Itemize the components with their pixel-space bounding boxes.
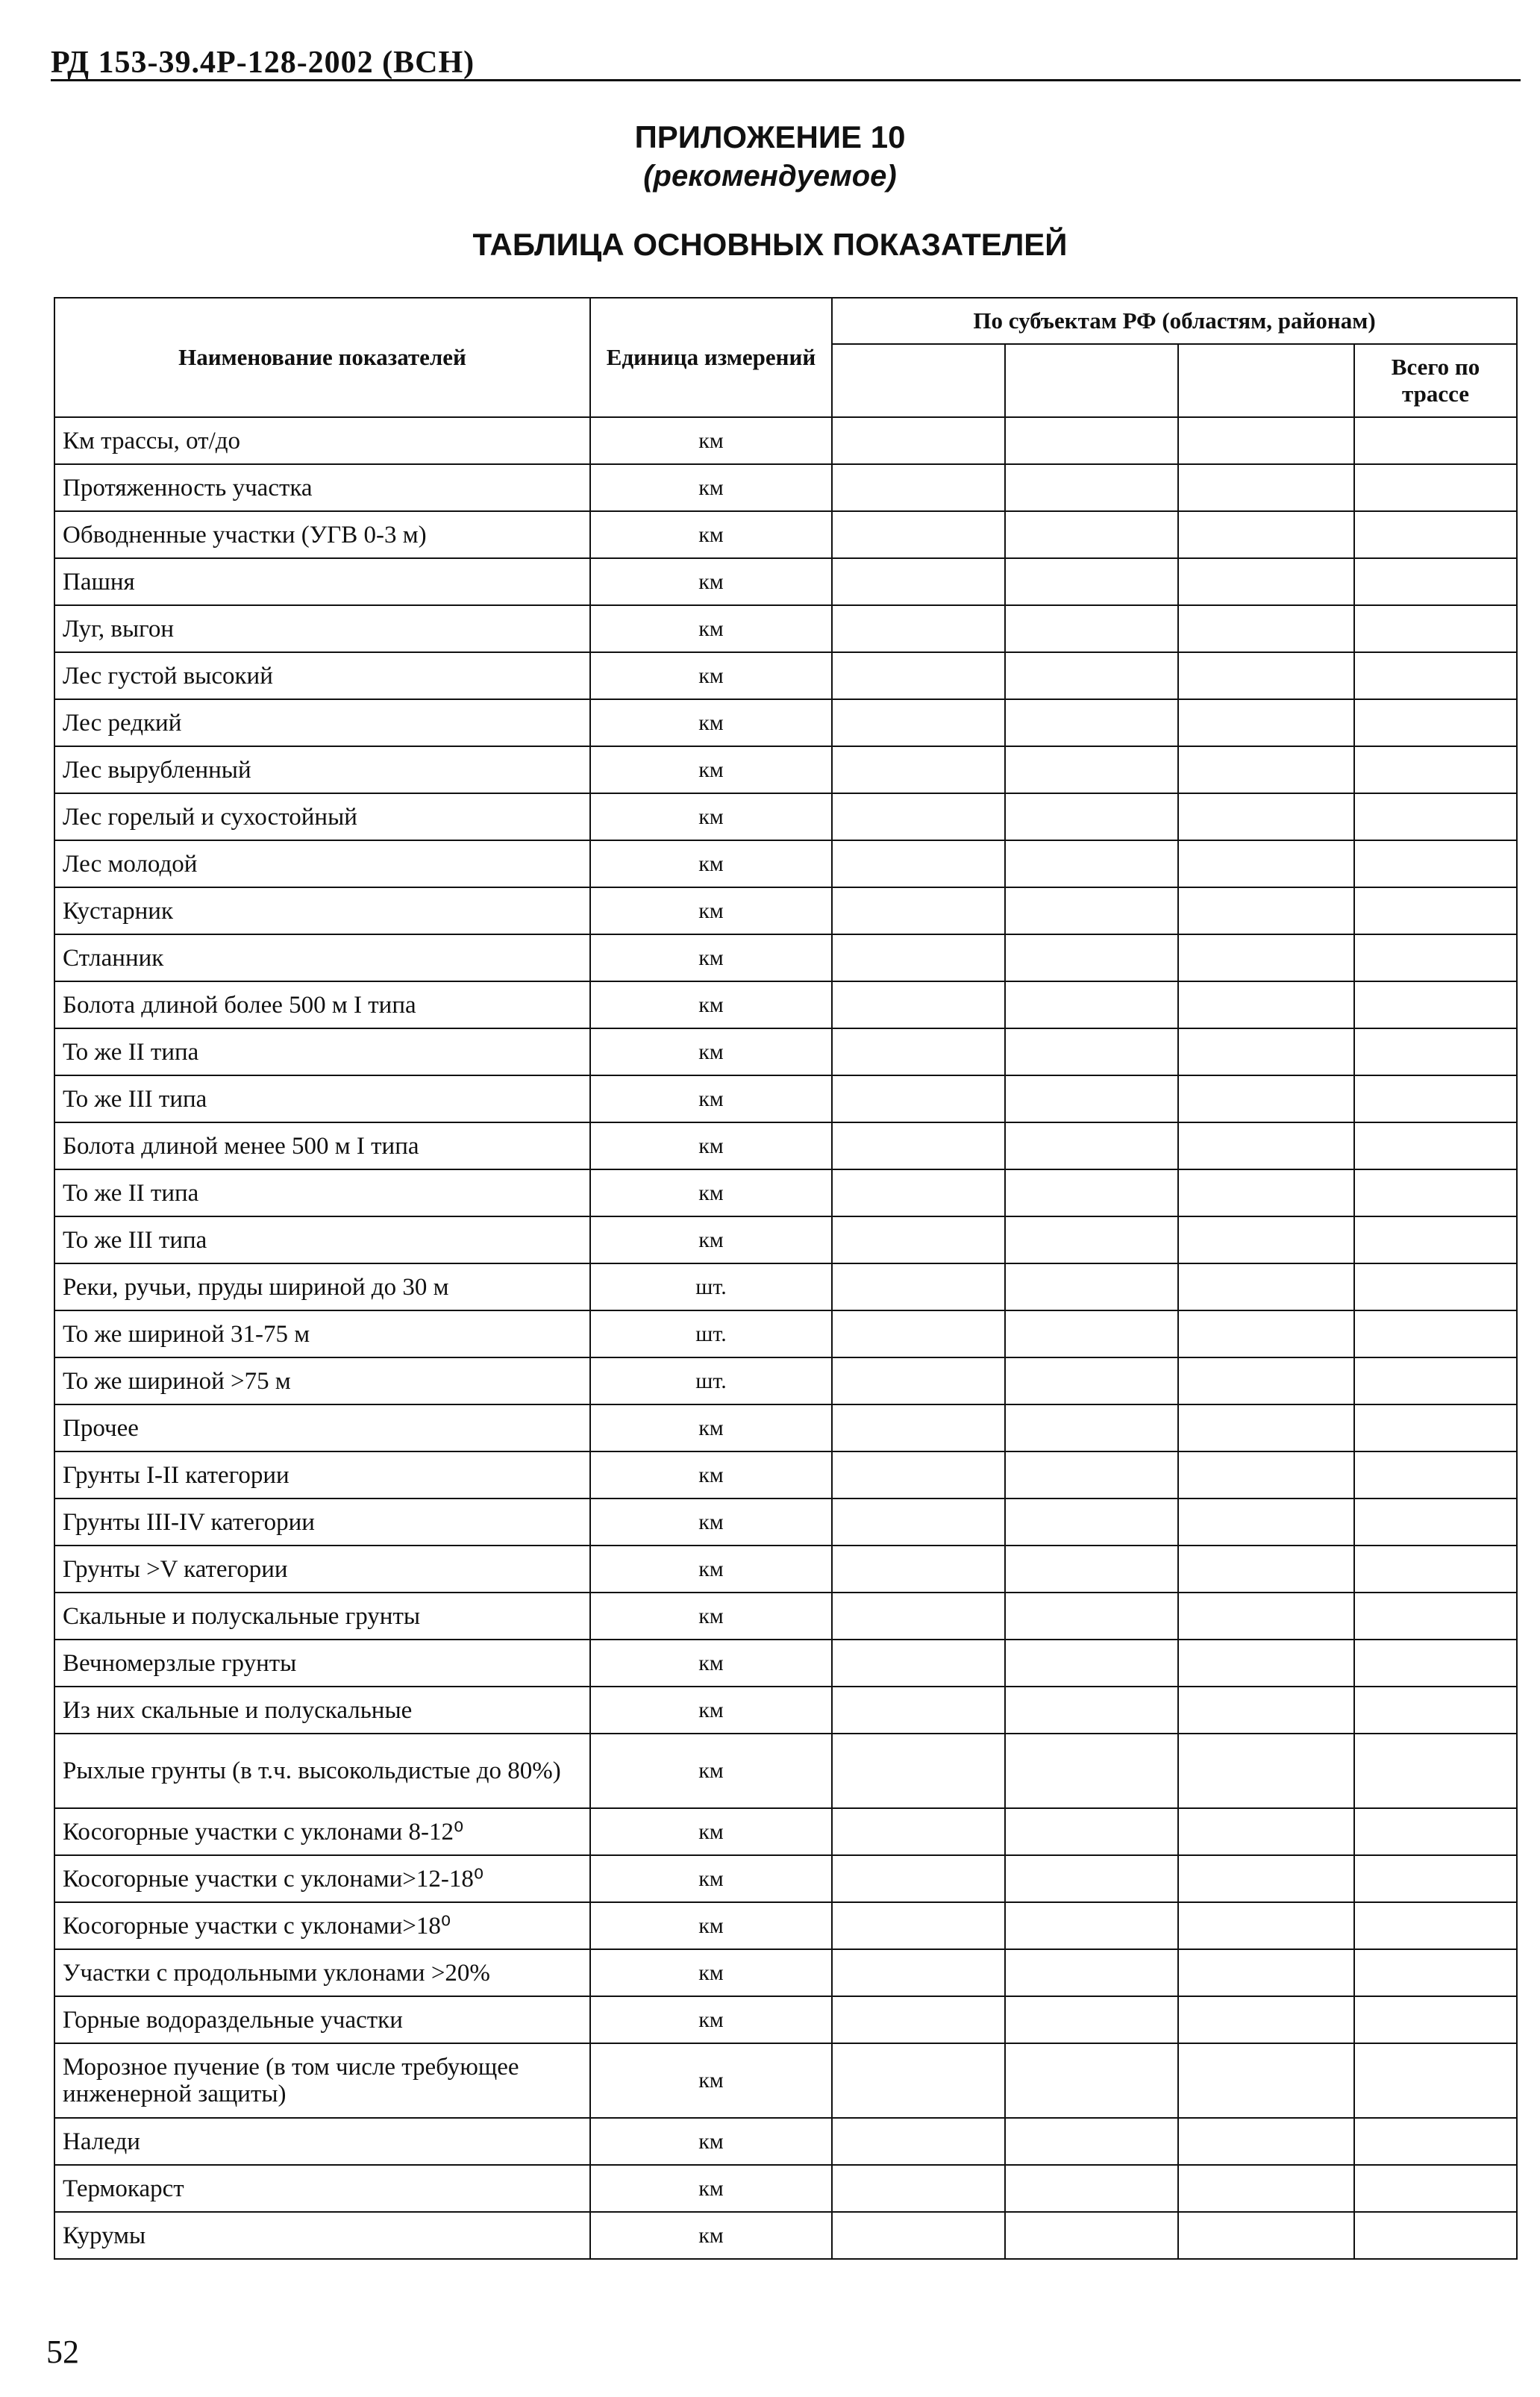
region-cell [1005,1902,1178,1949]
region-cell [832,1546,1005,1593]
region-cell [1178,1808,1354,1855]
table-row [54,417,1517,464]
indicator-unit: км [590,558,832,605]
region-cell [832,511,1005,558]
region-cell [832,1498,1005,1546]
indicator-unit: км [590,746,832,793]
region-cell [1178,1996,1354,2043]
region-cell [832,1216,1005,1263]
region-cell [1005,981,1178,1028]
indicator-name: Термокарст [54,2165,590,2212]
header-rule [51,79,1521,81]
region-cell [832,417,1005,464]
region-cell [1178,652,1354,699]
region-cell [1005,840,1178,887]
total-cell [1354,746,1517,793]
region-cell [832,934,1005,981]
region-cell [1005,2043,1178,2118]
table-row [54,1075,1517,1122]
region-cell [1005,511,1178,558]
region-cell [1178,1357,1354,1404]
region-cell [1178,1902,1354,1949]
region-cell [1178,1310,1354,1357]
total-cell [1354,1734,1517,1808]
region-cell [832,981,1005,1028]
region-cell [832,1996,1005,2043]
indicator-unit: км [590,1640,832,1687]
region-cell [1005,1075,1178,1122]
region-cell [832,1640,1005,1687]
indicator-unit: км [590,464,832,511]
table-row [54,1687,1517,1734]
region-cell [832,605,1005,652]
region-cell [832,1310,1005,1357]
table-body [54,417,1517,2259]
total-cell [1354,887,1517,934]
total-cell [1354,558,1517,605]
indicator-unit: км [590,2118,832,2165]
total-cell [1354,1593,1517,1640]
table-row [54,1996,1517,2043]
table-row [54,1902,1517,1949]
total-cell [1354,464,1517,511]
indicator-name: Лес молодой [54,840,590,887]
indicator-name: Косогорные участки с уклонами>12-18⁰ [54,1855,590,1902]
total-cell [1354,1546,1517,1593]
region-cell [1005,1169,1178,1216]
indicator-unit: шт. [590,1310,832,1357]
region-cell [1005,1122,1178,1169]
total-cell [1354,1404,1517,1451]
indicator-unit: км [590,1855,832,1902]
appendix-title: ПРИЛОЖЕНИЕ 10 [634,119,906,154]
region-cell [1005,1640,1178,1687]
indicator-name: Реки, ручьи, пруды шириной до 30 м [54,1263,590,1310]
total-cell [1354,1075,1517,1122]
region-cell [1005,605,1178,652]
total-cell [1354,1216,1517,1263]
region-cell [1005,1451,1178,1498]
table-row [54,2212,1517,2259]
region-cell [832,558,1005,605]
table-row [54,981,1517,1028]
indicator-unit: км [590,1902,832,1949]
region-cell [832,652,1005,699]
region-cell [1178,464,1354,511]
indicator-name: Км трассы, от/до [54,417,590,464]
region-cell [1178,699,1354,746]
total-cell [1354,699,1517,746]
region-cell [832,1808,1005,1855]
region-cell [1005,1855,1178,1902]
region-cell [1178,511,1354,558]
indicator-name: Обводненные участки (УГВ 0-3 м) [54,511,590,558]
indicator-unit: км [590,1808,832,1855]
table-row [54,1734,1517,1808]
region-cell [1005,887,1178,934]
region-cell [1178,1949,1354,1996]
region-cell [1178,1451,1354,1498]
region-cell [1005,1593,1178,1640]
table-row [54,793,1517,840]
region-cell [1178,934,1354,981]
region-cell [1178,2043,1354,2118]
region-cell [1178,981,1354,1028]
table-row [54,1451,1517,1498]
region-cell [1005,1949,1178,1996]
region-cell [832,1357,1005,1404]
total-cell [1354,417,1517,464]
indicator-unit: км [590,1451,832,1498]
region-cell [832,793,1005,840]
table-row [54,934,1517,981]
indicator-name: Луг, выгон [54,605,590,652]
indicator-unit: км [590,1028,832,1075]
region-cell [832,1122,1005,1169]
indicator-unit: км [590,1593,832,1640]
indicator-name: Наледи [54,2118,590,2165]
total-cell [1354,1451,1517,1498]
indicator-name: Лес редкий [54,699,590,746]
indicator-name: Протяженность участка [54,464,590,511]
indicator-name: Лес густой высокий [54,652,590,699]
total-cell [1354,1122,1517,1169]
column-header-region-1 [832,344,1005,417]
total-cell [1354,793,1517,840]
table-row [54,2118,1517,2165]
region-cell [1005,934,1178,981]
total-cell [1354,1357,1517,1404]
indicator-name: Болота длиной менее 500 м I типа [54,1122,590,1169]
region-cell [832,1902,1005,1949]
indicator-unit: км [590,417,832,464]
region-cell [832,1855,1005,1902]
indicator-name: Грунты III-IV категории [54,1498,590,1546]
region-cell [1178,840,1354,887]
table-row [54,1263,1517,1310]
region-cell [1005,746,1178,793]
indicator-name: То же III типа [54,1216,590,1263]
indicator-unit: км [590,793,832,840]
table-row [54,652,1517,699]
table-row [54,1404,1517,1451]
total-cell [1354,934,1517,981]
indicator-unit: км [590,1216,832,1263]
region-cell [1178,1855,1354,1902]
region-cell [1178,1028,1354,1075]
indicator-name: Болота длиной более 500 м I типа [54,981,590,1028]
indicator-unit: км [590,1075,832,1122]
total-cell [1354,1028,1517,1075]
table-row [54,605,1517,652]
table-row [54,1122,1517,1169]
region-cell [832,2165,1005,2212]
column-header-region-2 [1005,344,1178,417]
header-row-group [54,298,1517,344]
region-cell [1005,1310,1178,1357]
indicator-unit: км [590,1404,832,1451]
region-cell [832,1451,1005,1498]
indicator-name: Горные водораздельные участки [54,1996,590,2043]
table-row [54,1546,1517,1593]
total-cell [1354,1949,1517,1996]
appendix-subtitle: (рекомендуемое) [643,160,897,193]
region-cell [1178,793,1354,840]
page-number: 52 [46,2334,79,2370]
table-row [54,887,1517,934]
region-cell [832,1169,1005,1216]
table-row [54,1808,1517,1855]
region-cell [1178,558,1354,605]
region-cell [1005,558,1178,605]
total-cell [1354,1808,1517,1855]
indicator-unit: км [590,2212,832,2259]
indicator-unit: км [590,1687,832,1734]
region-cell [1178,2165,1354,2212]
indicator-name: Морозное пучение (в том числе требующее инженерной защиты) [54,2043,590,2118]
column-header-total: Всего по трассе [1354,344,1517,417]
region-cell [1005,1546,1178,1593]
region-cell [1178,1640,1354,1687]
total-cell [1354,2118,1517,2165]
column-header-region-3 [1178,344,1354,417]
region-cell [1005,1808,1178,1855]
region-cell [1178,1546,1354,1593]
table-row [54,558,1517,605]
region-cell [1178,1169,1354,1216]
indicator-name: Курумы [54,2212,590,2259]
total-cell [1354,1640,1517,1687]
region-cell [832,2043,1005,2118]
indicator-unit: км [590,605,832,652]
indicator-name: Прочее [54,1404,590,1451]
document-code: РД 153-39.4Р-128-2002 (ВСН) [51,46,475,80]
indicator-unit: шт. [590,1357,832,1404]
table-row [54,1949,1517,1996]
indicator-name: Из них скальные и полускальные [54,1687,590,1734]
indicator-name: То же шириной 31-75 м [54,1310,590,1357]
region-cell [832,840,1005,887]
region-cell [1178,1734,1354,1808]
region-cell [1005,1028,1178,1075]
indicator-unit: км [590,840,832,887]
indicator-unit: км [590,2165,832,2212]
total-cell [1354,840,1517,887]
table-row [54,511,1517,558]
region-cell [832,699,1005,746]
total-cell [1354,1902,1517,1949]
indicator-unit: км [590,511,832,558]
table-row [54,1169,1517,1216]
indicator-unit: км [590,652,832,699]
total-cell [1354,1263,1517,1310]
total-cell [1354,605,1517,652]
table-row [54,1855,1517,1902]
table-row [54,1593,1517,1640]
table-row [54,840,1517,887]
indicator-unit: км [590,887,832,934]
total-cell [1354,1169,1517,1216]
indicator-name: То же шириной >75 м [54,1357,590,1404]
indicator-name: Косогорные участки с уклонами 8-12⁰ [54,1808,590,1855]
region-cell [1178,1498,1354,1546]
region-cell [832,1263,1005,1310]
indicators-table [54,297,1518,2260]
region-cell [832,2118,1005,2165]
region-cell [832,1075,1005,1122]
total-cell [1354,1498,1517,1546]
table-row [54,1028,1517,1075]
region-cell [1178,605,1354,652]
indicator-unit: шт. [590,1263,832,1310]
region-cell [1178,2212,1354,2259]
region-cell [1178,1075,1354,1122]
region-cell [1005,1498,1178,1546]
indicator-name: Лес горелый и сухостойный [54,793,590,840]
indicator-unit: км [590,2043,832,2118]
table-row [54,2165,1517,2212]
region-cell [1005,2165,1178,2212]
region-cell [832,1687,1005,1734]
indicator-unit: км [590,934,832,981]
column-header-regions: По субъектам РФ (областям, районам) [832,298,1517,344]
table-row [54,464,1517,511]
region-cell [1178,887,1354,934]
indicator-name: То же II типа [54,1028,590,1075]
indicator-name: Вечномерзлые грунты [54,1640,590,1687]
region-cell [1178,1263,1354,1310]
region-cell [1005,1263,1178,1310]
region-cell [1005,417,1178,464]
region-cell [1178,1593,1354,1640]
indicator-name: Пашня [54,558,590,605]
region-cell [832,2212,1005,2259]
region-cell [1178,1216,1354,1263]
table-row [54,1498,1517,1546]
region-cell [1005,464,1178,511]
indicator-name: То же II типа [54,1169,590,1216]
indicator-unit: км [590,699,832,746]
indicator-unit: км [590,1546,832,1593]
region-cell [832,1949,1005,1996]
total-cell [1354,511,1517,558]
region-cell [1178,1122,1354,1169]
table-row [54,1216,1517,1263]
indicator-unit: км [590,1949,832,1996]
region-cell [1178,1687,1354,1734]
indicator-unit: км [590,1169,832,1216]
table-row [54,699,1517,746]
region-cell [832,887,1005,934]
indicator-unit: км [590,1498,832,1546]
region-cell [832,746,1005,793]
region-cell [1005,1687,1178,1734]
region-cell [1005,1216,1178,1263]
total-cell [1354,1310,1517,1357]
indicator-name: Скальные и полускальные грунты [54,1593,590,1640]
total-cell [1354,981,1517,1028]
region-cell [832,1028,1005,1075]
indicator-unit: км [590,981,832,1028]
total-cell [1354,2212,1517,2259]
region-cell [1005,699,1178,746]
region-cell [1005,1996,1178,2043]
column-header-name: Наименование показателей [54,298,590,417]
total-cell [1354,2165,1517,2212]
total-cell [1354,652,1517,699]
indicator-unit: км [590,1122,832,1169]
region-cell [1178,417,1354,464]
indicator-name: Участки с продольными уклонами >20% [54,1949,590,1996]
region-cell [832,1734,1005,1808]
indicator-name: Грунты >V категории [54,1546,590,1593]
total-cell [1354,1855,1517,1902]
table-row [54,1357,1517,1404]
table-row [54,746,1517,793]
indicator-name: Стланник [54,934,590,981]
region-cell [832,1593,1005,1640]
total-cell [1354,1996,1517,2043]
indicator-name: Грунты I-II категории [54,1451,590,1498]
table-title: ТАБЛИЦА ОСНОВНЫХ ПОКАЗАТЕЛЕЙ [472,227,1068,262]
total-cell [1354,1687,1517,1734]
indicator-name: Кустарник [54,887,590,934]
region-cell [1005,1357,1178,1404]
region-cell [1178,2118,1354,2165]
region-cell [1005,793,1178,840]
indicator-unit: км [590,1734,832,1808]
table-row [54,1310,1517,1357]
region-cell [1178,1404,1354,1451]
indicator-name: Рыхлые грунты (в т.ч. высокольдистые до 80%) [54,1734,590,1808]
column-header-unit: Единица измерений [590,298,832,417]
region-cell [1005,1734,1178,1808]
region-cell [1178,746,1354,793]
total-cell [1354,2043,1517,2118]
region-cell [832,464,1005,511]
table-row [54,2043,1517,2118]
region-cell [832,1404,1005,1451]
indicator-name: Косогорные участки с уклонами>18⁰ [54,1902,590,1949]
table-row [54,1640,1517,1687]
indicator-name: Лес вырубленный [54,746,590,793]
region-cell [1005,2118,1178,2165]
region-cell [1005,1404,1178,1451]
indicator-name: То же III типа [54,1075,590,1122]
region-cell [1005,2212,1178,2259]
region-cell [1005,652,1178,699]
indicator-unit: км [590,1996,832,2043]
